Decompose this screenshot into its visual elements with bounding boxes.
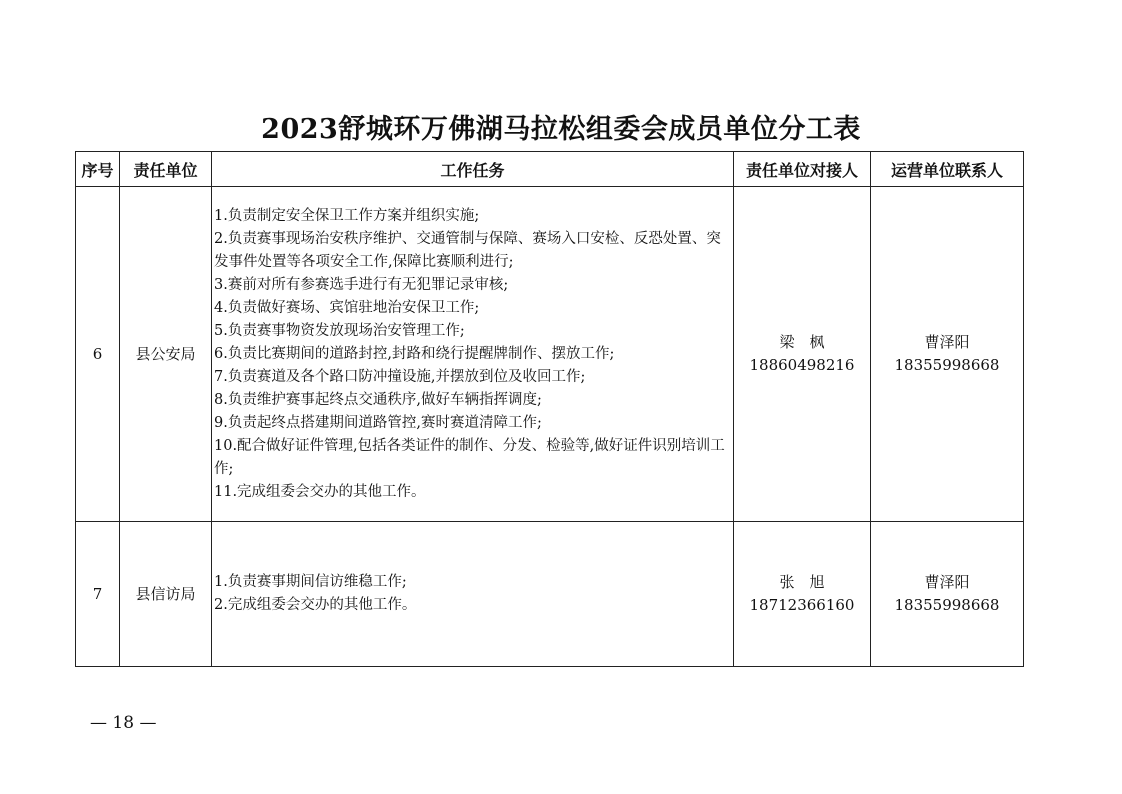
header-no: 序号 bbox=[76, 152, 120, 187]
row-unit: 县公安局 bbox=[120, 187, 212, 522]
operator-contact-phone: 18355998668 bbox=[894, 596, 1000, 614]
page-title: 2023舒城环万佛湖马拉松组委会成员单位分工表 bbox=[261, 114, 861, 145]
row-unit: 县信访局 bbox=[120, 522, 212, 667]
row-tasks bbox=[212, 187, 734, 522]
task-item: 2.负责赛事现场治安秩序维护、交通管制与保障、赛场入口安检、反恐处置、突发事件处置等各项安全工作,保障比赛顺利进行; bbox=[214, 230, 721, 270]
task-item: 5.负责赛事物资发放现场治安管理工作; bbox=[214, 322, 465, 339]
unit-contact-name: 张 旭 bbox=[779, 573, 825, 591]
operator-contact-name: 曹泽阳 bbox=[924, 333, 970, 351]
table-row bbox=[76, 187, 1024, 522]
task-item: 8.负责维护赛事起终点交通秩序,做好车辆指挥调度; bbox=[214, 391, 542, 408]
task-item: 1.负责赛事期间信访维稳工作; bbox=[214, 574, 407, 590]
task-item: 3.赛前对所有参赛选手进行有无犯罪记录审核; bbox=[214, 276, 509, 293]
unit-contact-phone: 18712366160 bbox=[749, 596, 855, 614]
task-item: 9.负责起终点搭建期间道路管控,赛时赛道清障工作; bbox=[214, 414, 542, 431]
operator-contact-name: 曹泽阳 bbox=[924, 573, 970, 591]
unit-contact-name: 梁 枫 bbox=[779, 333, 825, 351]
row-unit-contact bbox=[734, 522, 871, 667]
page-number: — 18 — bbox=[90, 713, 157, 733]
task-item: 1.负责制定安全保卫工作方案并组织实施; bbox=[214, 207, 480, 224]
header-unit: 责任单位 bbox=[120, 152, 212, 187]
operator-contact-phone: 18355998668 bbox=[894, 356, 1000, 374]
table-row bbox=[76, 522, 1024, 667]
task-item: 11.完成组委会交办的其他工作。 bbox=[214, 483, 426, 500]
row-no: 7 bbox=[76, 522, 120, 667]
table-header-row bbox=[76, 152, 1024, 187]
header-unit-contact: 责任单位对接人 bbox=[734, 152, 871, 187]
row-operator-contact bbox=[871, 522, 1024, 667]
task-item: 7.负责赛道及各个路口防冲撞设施,并摆放到位及收回工作; bbox=[214, 368, 586, 385]
duty-table bbox=[75, 151, 1024, 667]
header-operator-contact: 运营单位联系人 bbox=[871, 152, 1024, 187]
row-unit-contact bbox=[734, 187, 871, 522]
header-tasks: 工作任务 bbox=[212, 152, 734, 187]
task-item: 4.负责做好赛场、宾馆驻地治安保卫工作; bbox=[214, 299, 480, 316]
row-operator-contact bbox=[871, 187, 1024, 522]
unit-contact-phone: 18860498216 bbox=[749, 356, 855, 374]
row-no: 6 bbox=[76, 187, 120, 522]
task-item: 6.负责比赛期间的道路封控,封路和绕行提醒牌制作、摆放工作; bbox=[214, 345, 615, 362]
task-item: 2.完成组委会交办的其他工作。 bbox=[214, 597, 417, 613]
task-item: 10.配合做好证件管理,包括各类证件的制作、分发、检验等,做好证件识别培训工作; bbox=[214, 437, 725, 477]
row-tasks bbox=[212, 522, 734, 667]
